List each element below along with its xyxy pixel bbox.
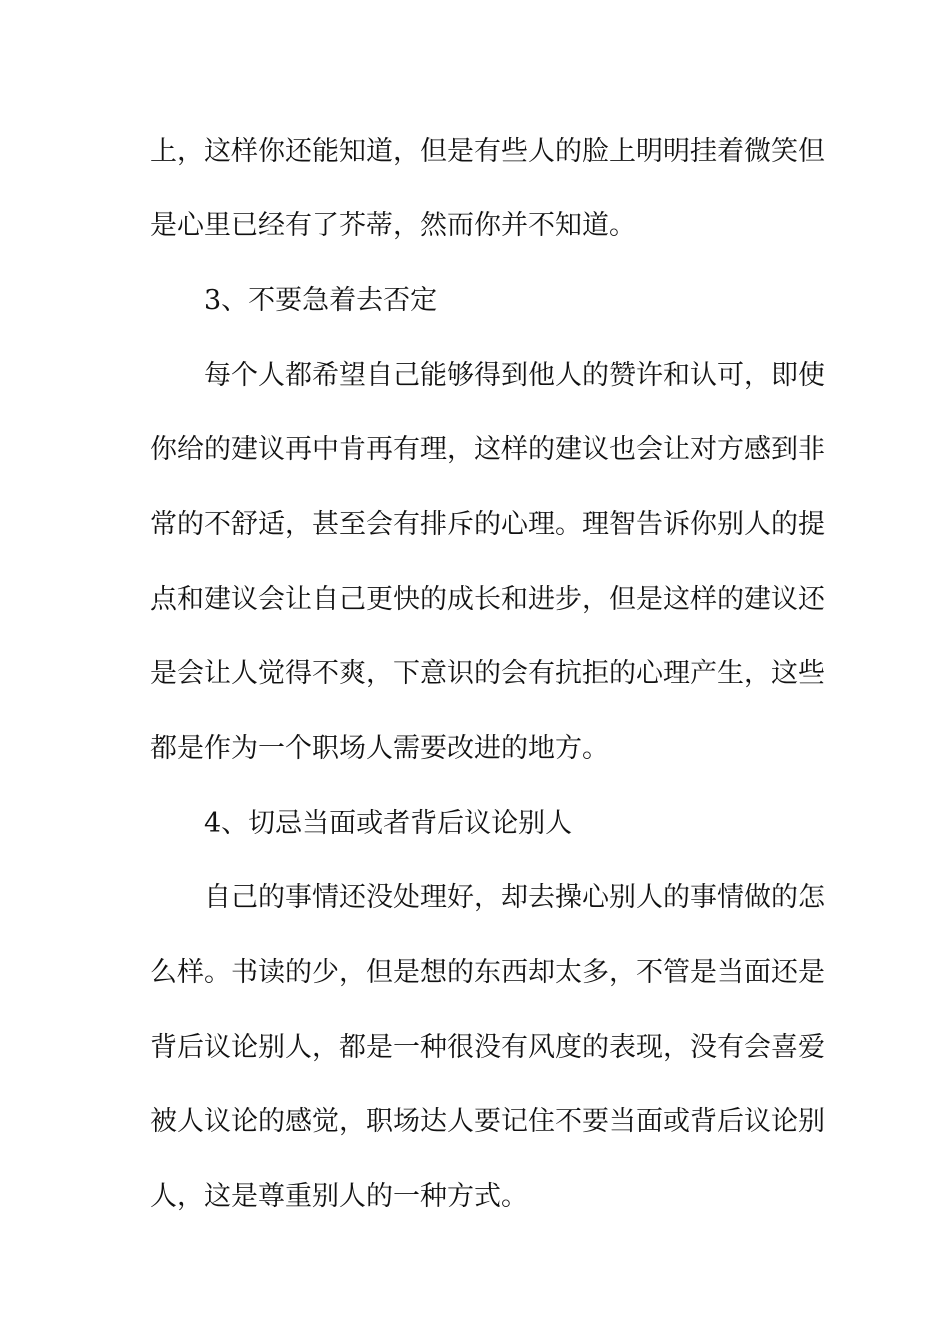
paragraph-line: 每个人都希望自己能够得到他人的赞许和认可，即使 (204, 360, 825, 391)
paragraph-line: 是会让人觉得不爽，下意识的会有抗拒的心理产生，这些 (150, 658, 825, 689)
paragraph-line: 点和建议会让自己更快的成长和进步，但是这样的建议还 (150, 584, 825, 615)
paragraph-line: 背后议论别人，都是一种很没有风度的表现，没有会喜爱 (150, 1032, 825, 1063)
paragraph-line: 么样。书读的少，但是想的东西却太多，不管是当面还是 (150, 957, 825, 988)
section-heading: 4、切忌当面或者背后议论别人 (204, 808, 573, 839)
section-heading: 3、不要急着去否定 (204, 285, 438, 316)
paragraph-line: 都是作为一个职场人需要改进的地方。 (150, 733, 609, 764)
paragraph-line: 你给的建议再中肯再有理，这样的建议也会让对方感到非 (150, 434, 825, 465)
paragraph-line: 是心里已经有了芥蒂，然而你并不知道。 (150, 210, 636, 241)
paragraph-line: 常的不舒适，甚至会有排斥的心理。理智告诉你别人的提 (150, 509, 825, 540)
paragraph-line: 人，这是尊重别人的一种方式。 (150, 1181, 528, 1212)
paragraph-line: 上，这样你还能知道，但是有些人的脸上明明挂着微笑但 (150, 136, 825, 167)
paragraph-line: 被人议论的感觉，职场达人要记住不要当面或背后议论别 (150, 1106, 825, 1137)
paragraph-line: 自己的事情还没处理好，却去操心别人的事情做的怎 (204, 882, 825, 913)
